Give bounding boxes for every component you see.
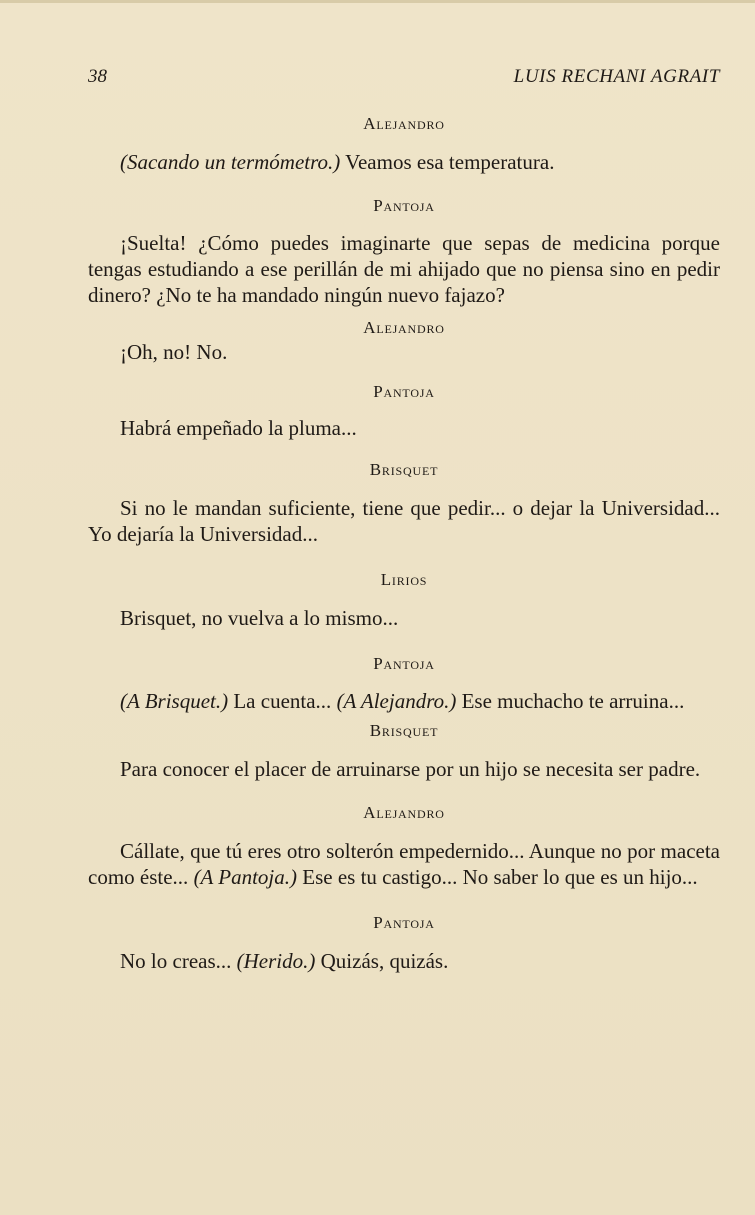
dialogue-line <box>88 756 720 782</box>
dialogue-line <box>88 339 720 365</box>
speaker-name: Alejandro <box>363 318 445 337</box>
dialogue-line <box>88 415 720 441</box>
dialogue-text: Ese muchacho te arruina... <box>456 689 685 713</box>
dialogue-line <box>88 948 720 974</box>
stage-direction: (A Brisquet.) <box>120 689 229 713</box>
speaker-name: Lirios <box>380 570 428 589</box>
speaker-name: Brisquet <box>369 460 439 479</box>
running-head: LUIS RECHANI AGRAIT <box>513 66 720 87</box>
dialogue-text: ¡Oh, no! No. <box>120 340 228 364</box>
speaker-name: Pantoja <box>373 382 435 401</box>
speaker-name: Pantoja <box>373 654 435 673</box>
dialogue-text: Si no le mandan suficiente, tiene que pedir... o dejar la Universidad... Yo dejaría la Universidad... <box>88 496 720 546</box>
dialogue-text: Para conocer el placer de arruinarse por un hijo se necesita ser padre. <box>120 757 701 781</box>
dialogue-line <box>88 688 720 714</box>
dialogue-line <box>88 149 720 175</box>
dialogue-text: Veamos esa temperatura. <box>340 150 555 174</box>
stage-direction: (Sacando un termómetro.) <box>120 150 341 174</box>
dialogue-text: ¡Suelta! ¿Cómo puedes imaginarte que sepas de medicina porque tengas estudiando a ese perillán de mi ahijado que no piensa sino en pedir dinero? ¿No te ha mandado ningún nuevo fajazo? <box>88 231 720 307</box>
page-top-edge <box>0 0 755 3</box>
dialogue-text: Habrá empeñado la pluma... <box>120 416 357 440</box>
dialogue-text: La cuenta... <box>228 689 337 713</box>
speaker-name: Brisquet <box>369 721 439 740</box>
dialogue-line <box>88 605 720 631</box>
dialogue-text: Cállate, que tú eres otro solterón empedernido... Aunque no por maceta como éste... <box>88 839 720 889</box>
speaker-name: Pantoja <box>373 913 435 932</box>
dialogue-line <box>88 230 720 308</box>
stage-direction: (A Alejandro.) <box>336 689 457 713</box>
dialogue-line <box>88 495 720 547</box>
dialogue-text: Quizás, quizás. <box>315 949 449 973</box>
speaker-name: Alejandro <box>363 114 445 133</box>
page-header <box>88 66 720 96</box>
speaker-name: Pantoja <box>373 196 435 215</box>
dialogue-text: Brisquet, no vuelva a lo mismo... <box>120 606 399 630</box>
stage-direction: (Herido.) <box>236 949 316 973</box>
speaker-name: Alejandro <box>363 803 445 822</box>
play-text <box>88 108 720 974</box>
dialogue-text: Ese es tu castigo... No saber lo que es un hijo... <box>297 865 698 889</box>
page-number: 38 <box>88 66 107 87</box>
stage-direction: (A Pantoja.) <box>193 865 297 889</box>
dialogue-text: No lo creas... <box>120 949 237 973</box>
dialogue-line <box>88 838 720 890</box>
